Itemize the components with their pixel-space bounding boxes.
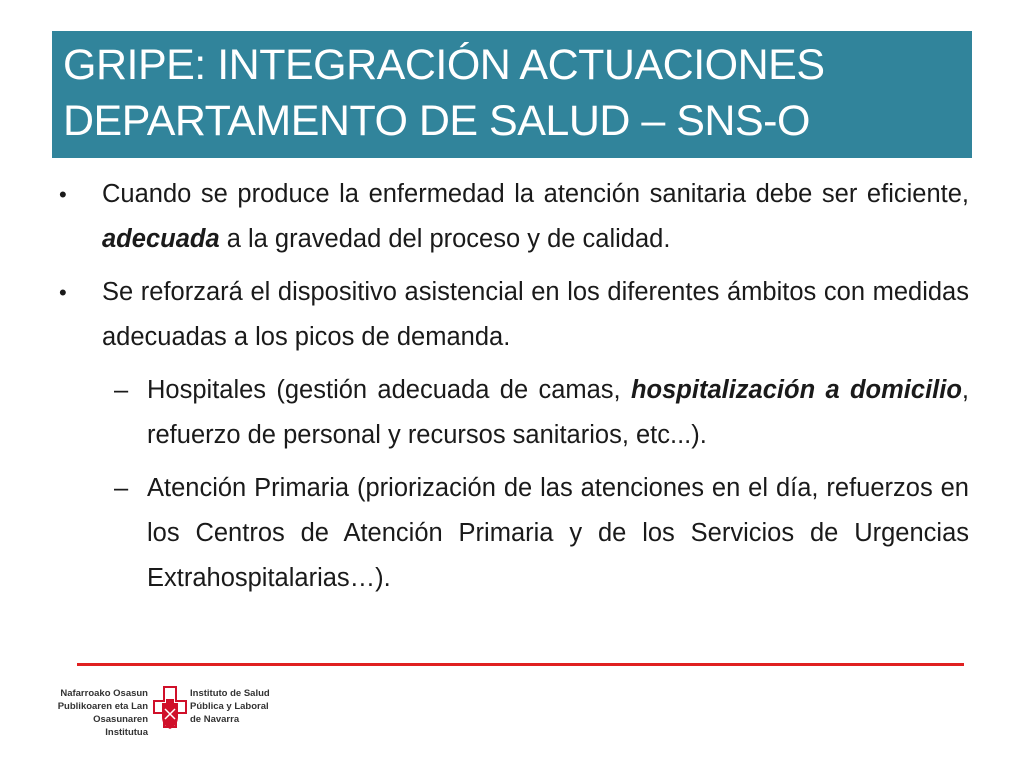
subbullet-1-text-before: Hospitales (gestión adecuada de camas, <box>147 376 631 404</box>
bullet-1-text-after: a la gravedad del proceso y de calidad. <box>219 225 671 253</box>
slide-title-line-1: GRIPE: INTEGRACIÓN ACTUACIONES <box>63 41 825 89</box>
bullet-dot-icon: • <box>59 280 67 305</box>
slide-title-line-2: DEPARTAMENTO DE SALUD – SNS-O <box>63 97 810 145</box>
logo-left-line: Osasunaren Institutua <box>93 714 148 738</box>
bullet-item-2 <box>57 270 969 360</box>
logo-left-line: Publikoaren eta Lan <box>57 701 148 712</box>
slide-content <box>57 172 969 609</box>
logo-right-line: Instituto de Salud <box>190 688 270 699</box>
bullet-item-1 <box>57 172 969 262</box>
subbullet-1-text-after: , refuerzo de personal y recursos sanitarios, etc...). <box>147 376 970 449</box>
dash-icon: – <box>114 474 129 502</box>
logo-right-line: Pública y Laboral <box>190 701 269 712</box>
dash-icon: – <box>114 376 129 404</box>
bullet-1-text-before: Cuando se produce la enfermedad la atención sanitaria debe ser eficiente, <box>102 180 969 208</box>
bullet-dot-icon: • <box>59 182 67 207</box>
logo-right-line: de Navarra <box>190 714 240 725</box>
logo-left-line: Nafarroako Osasun <box>60 688 148 699</box>
institute-logo <box>50 685 290 745</box>
logo-text-basque <box>50 687 148 739</box>
subbullet-item-1 <box>57 368 969 458</box>
bullet-2-text: Se reforzará el dispositivo asistencial en los diferentes ámbitos con medidas adecuadas a los picos de demanda. <box>102 278 969 351</box>
cross-shield-icon <box>152 685 188 741</box>
subbullet-1-emphasis: hospitalización a domicilio <box>630 376 962 404</box>
footer-divider <box>77 663 964 666</box>
bullet-1-emphasis: adecuada <box>102 225 220 253</box>
subbullet-2-text: Atención Primaria (priorización de las atenciones en el día, refuerzos en los Centros de Atención Primaria y de los Servicios de Urgencias Extrahospitalarias…). <box>147 474 969 592</box>
logo-text-spanish <box>190 687 290 726</box>
title-banner <box>52 31 972 158</box>
subbullet-item-2 <box>57 466 969 601</box>
